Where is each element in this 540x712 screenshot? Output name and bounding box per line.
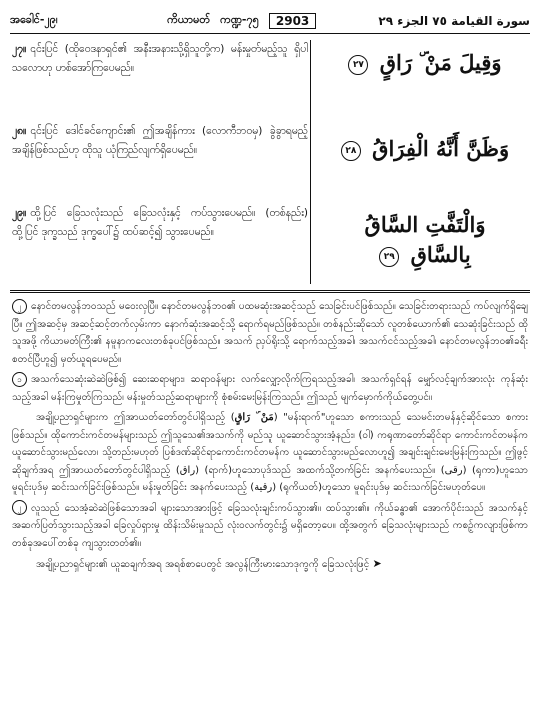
inline-arabic: مَنْ ۜ رَاقٍ <box>234 412 274 423</box>
header-center <box>167 13 316 29</box>
header-surah-name: ကိယာမတ် <box>167 13 211 26</box>
footnote-text: နောင်တမလွန်ဘဝသည် မဝေးလှပြီ။ နောင်တမလွန်ဘဝ၏ ပထမဆုံးအဆင့်သည် သေခြင်းပင်ဖြစ်သည်။ သေခြင်းတရားသည် ကပ်လျက်ရှိချေပြီ။ ဤအဆင့်မှ အဆင့်ဆင့်တက်လှမ်းကာ နောက်ဆုံးအဆင့်သို့ ရောက်ရမည်ဖြစ်သည်။ တစ်နည်းဆိုသော် လူတစ်ယောက်၏ သေဆုံးခြင်းသည် ထိုသူအဖို့ ကိယာမတ်ကြီး၏ နမူနာကလေးတစ်ခုပင်ဖြစ်သည်။ အသက် ညှပ်ရိုးသို့ ရောက်သည့်အခါ၊ အသက်ငင်သည့်အခါ၊ နောင်တမလွန်ဘဝ၏ခရီး စတင်ပြီဟူ၍ မှတ်ယူရပေမည်။ <box>12 301 528 365</box>
footnote-marker-icon: ၁ <box>12 372 27 387</box>
verse-29 <box>12 204 528 284</box>
ayah-number-icon: ٢٨ <box>341 141 361 161</box>
arabic-text-line-1: وَالْتَفَّتِ السَّاقُ <box>364 212 486 237</box>
footnote-rule-thin <box>10 292 530 293</box>
verse-text: ၎င်းပြင် ဒေါင်ခင်ကျောင်း၏ ဤအချိန်ကား (လောကီဘဝမှ) ခွဲခွာရမည့်အချိန်ဖြစ်သည်ဟု ထိုသူ ယုံကြည်လျက်ရှိပေမည်။ <box>12 125 308 156</box>
paragraph-text: အချို့ပညာရှင်များ၏ ယူဆချက်အရ အရစ်စာပေတွင် အလွန်ကြီးမားသောဒုက္ခကို ခြေသလုံးဖြင့် <box>36 559 370 570</box>
footnotes-section <box>12 298 528 577</box>
verse-number: ၂၈။ <box>12 125 27 137</box>
footnote-text: အသက်သေဆုံးဆဲဆဲဖြစ်၍ ဆေးဆရာများ၊ ဆရာဝန်များ လက်လျှော့လိုက်ကြရသည့်အခါ၊ အသက်ရှင်ရန် မျှော်လင့်ချက်အားလုံး ကုန်ဆုံးသည့်အခါ မန်းကြမှုတ်ကြသည်၊ မန်းမှုတ်သည့်ဆရာများကို စုံစမ်းမေးမြန်းကြသည်။ ဤသည် မျက်မှောက်ကိုယ်တွေ့ပင်။ <box>12 374 528 403</box>
verse-arabic <box>322 134 528 164</box>
verse-28 <box>12 122 528 198</box>
footnote-marker-icon: ၂ <box>12 500 27 515</box>
header-arabic-surah: سورة القيامة ٧٥ الجزء ٢٩ <box>378 14 530 28</box>
verse-arabic <box>322 48 528 78</box>
verse-number: ၂၉။ <box>12 207 27 219</box>
footnote-3 <box>12 500 528 553</box>
footnote-paragraph-continued <box>12 555 528 574</box>
page-header <box>10 10 530 32</box>
footnote-marker-icon: ၂ <box>12 299 27 314</box>
header-rule <box>10 33 530 34</box>
arabic-text: وَقِيلَ مَنْ ۜ رَاقٍ <box>379 50 502 75</box>
footnote-text: လူသည် သေအံ့ဆဲဆဲဖြစ်သောအခါ များသောအားဖြင့် ခြေသလုံးချင်းကပ်သွား၏။ ထပ်သွား၏။ ကိုယ်ခန္ဓာ၏ အောက်ပိုင်းသည် အသက်နှင့် အဆက်ပြတ်သွားသည့်အခါ ခြေလှုပ်ရှားမှု ထိန်းသိမ်းမှုသည် လုံး၀လက်တွင်း၌ မရှိတော့ပေ။ ထို့အတွက် ခြေသလုံးများသည် ကစဉ့်ကလျားဖြစ်ကာ တစ်ခုအပေါ်တစ်ခု ကျသွားတတ်၏။ <box>12 502 528 549</box>
verse-arabic <box>322 210 528 270</box>
verse-translation <box>12 122 308 160</box>
paragraph-text-start: အချို့ပညာရှင်များက ဤအာယတ်တော်တွင်ပါရှိသည့် ( <box>36 412 235 423</box>
verse-number: ၂၇။ <box>12 43 27 55</box>
header-section: ကဏ္ဍ-၇၅ <box>220 13 259 26</box>
ayah-number-icon: ٢٩ <box>379 247 399 267</box>
page-number: 2903 <box>269 13 316 29</box>
verse-27 <box>12 40 528 116</box>
continue-arrow-icon: ➤ <box>372 557 382 570</box>
ayah-number-icon: ٢٧ <box>348 55 368 75</box>
footnote-paragraph <box>12 409 528 497</box>
verse-text: ၎င်းပြင် (ထိုဝေဒနာရှင်၏ အနီးအနားသို့ရှိသူတို့က) မန်းမှုတ်မည့်သူ ရှိပါသလောဟု ဟစ်အော်ကြပေမည်။ <box>12 43 308 74</box>
footnote-rule <box>10 290 530 291</box>
arabic-text-line-2: بِالسَّاقِ <box>410 242 471 267</box>
verse-translation <box>12 204 308 242</box>
footnote-1 <box>12 298 528 368</box>
verses-section <box>12 40 528 286</box>
verse-text: ထို့ပြင် ခြေသလုံးသည် ခြေသလုံးနှင့် ကပ်သွားပေမည်။ (တစ်နည်း) ထို့ပြင် ဒုက္ခသည် ဒုက္ခပေါ်၌ ထပ်ဆင့်၍ သွားပေမည်။ <box>12 207 308 238</box>
verse-translation <box>12 40 308 78</box>
footnote-2 <box>12 371 528 406</box>
paragraph-text-end: ) "မန်းရာက်"ဟူသော စကားသည် သေမင်းတမန်နှင့်ဆိုင်သော စကားဖြစ်သည်။ ထိုကောင်းကင်တမန်များသည် ဤသူသေ၏အသက်ကို မည်သူ ယူဆောင်သွားအံ့နည်း၊ (ဝါ) ကရုဏာတော်ဆိုင်ရာ ကောင်းကင်တမန်က ယူဆောင်သွားမည်လော၊ သို့တည်းမဟုတ် ပြစ်ဒဏ်ဆိုင်ရာကောင်းကင်တမန်က ယူဆောင်သွားမည်လောဟူ၍ အချင်းချင်းမေးမြန်းကြသည်။ ဤဖွင့်ဆိုချက်အရ ဤအာယတ်တော်တွင်ပါရှိသည့် (راق) (ရာက်)ဟူသောပုဒ်သည် အထက်သို့တက်ခြင်း အနက်ပေးသည်။ (رقى) (ရုကာ)ဟူသော မူရင်းပုဒ်မှ ဆင်းသက်ခြင်းဖြစ်သည်။ မန်းမှုတ်ခြင်း အနက်ပေးသည့် (رقية) (ရုကိယတ်)ဟူသော မူရင်းပုဒ်မှ ဆင်းသက်ခြင်းမဟုတ်ပေ။ <box>12 412 528 493</box>
header-chapter-label: အခေါင်-၂၉၊ <box>10 13 58 26</box>
arabic-text: وَظَنَّ أَنَّهُ الْفِرَاقُ <box>372 136 510 161</box>
